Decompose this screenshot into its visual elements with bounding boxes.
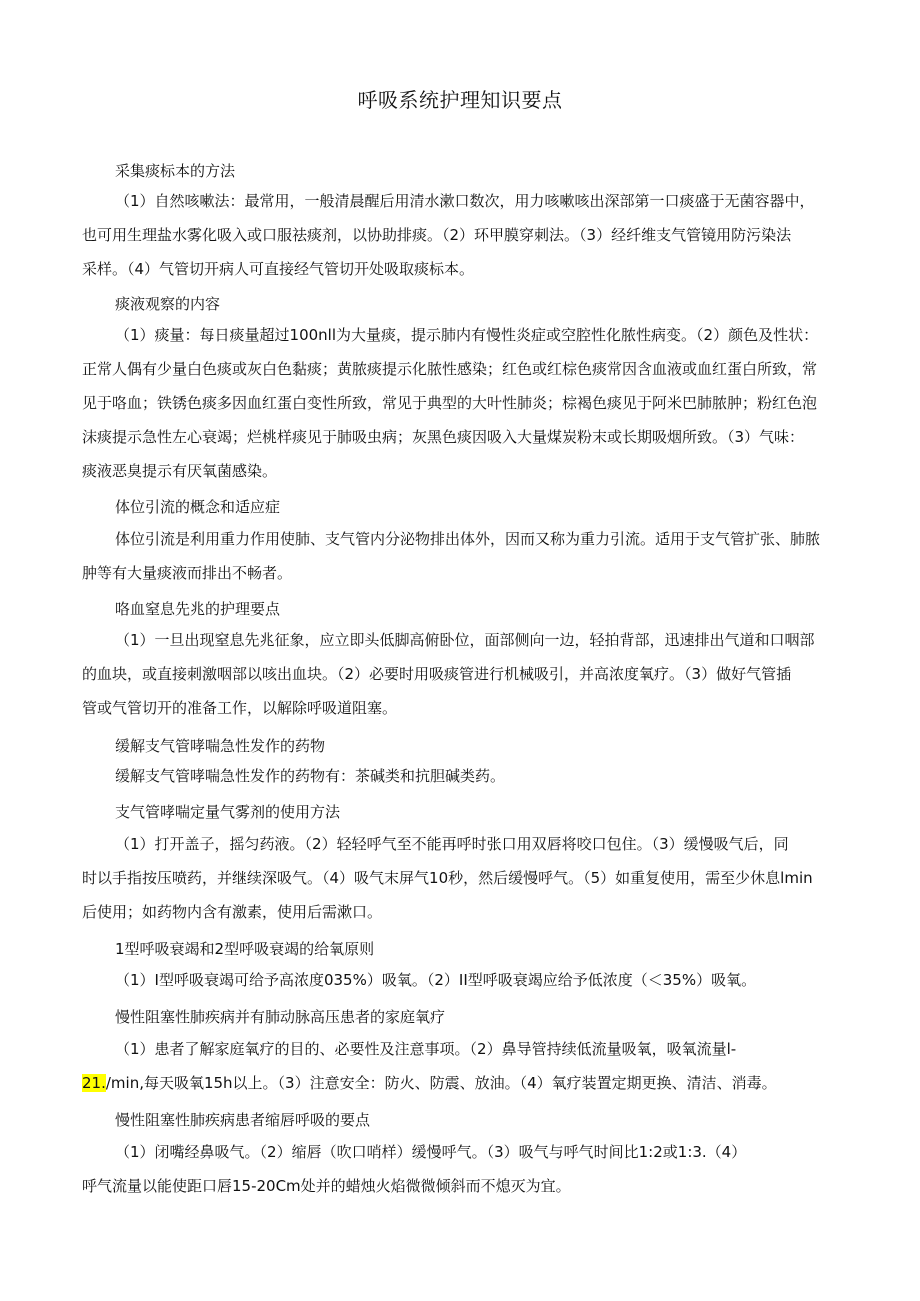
paragraph-line: （1）打开盖子，摇匀药液。（2）轻轻呼气至不能再呼时张口用双唇将咬口包住。（3）缓慢吸气后，同 [115, 835, 789, 853]
paragraph-line: 肿等有大量痰液而排出不畅者。 [82, 564, 293, 582]
section-heading: 慢性阻塞性肺疾病并有肺动脉高压患者的家庭氧疗 [115, 1008, 446, 1026]
section-heading: 体位引流的概念和适应症 [115, 498, 281, 516]
highlighted-text: 21. [82, 1074, 106, 1092]
section-heading: 采集痰标本的方法 [115, 162, 236, 180]
section-paragraph [82, 623, 840, 725]
paragraph-line: （1）痰量：每日痰量超过100nll为大量痰，提示肺内有慢性炎症或空腔性化脓性病变。（2）颜色及性状： [115, 326, 819, 344]
paragraph-line: 沫痰提示急性左心衰竭；烂桃样痰见于肺吸虫病；灰黑色痰因吸入大量煤炭粉末或长期吸烟所致。（3）气味： [82, 428, 805, 446]
paragraph-line: 正常人偶有少量白色痰或灰白色黏痰；黄脓痰提示化脓性感染；红色或红棕色痰常因含血液或血红蛋白所致，常 [82, 360, 818, 378]
section-heading: 1型呼吸衰竭和2型呼吸衰竭的给氧原则 [115, 940, 375, 958]
section-heading: 慢性阻塞性肺疾病患者缩唇呼吸的要点 [115, 1111, 371, 1129]
paragraph-line: （1）一旦出现窒息先兆征象，应立即头低脚高俯卧位，面部侧向一边，轻拍背部，迅速排出气道和口咽部 [115, 631, 815, 649]
section-heading: 咯血窒息先兆的护理要点 [115, 600, 281, 618]
paragraph-line: 呼气流量以能使距口唇15-20Cm处并的蜡烛火焰微微倾斜而不熄灭为宜。 [82, 1177, 571, 1195]
paragraph-line: 管或气管切开的准备工作，以解除呼吸道阻塞。 [82, 699, 398, 717]
paragraph-line: （1）I型呼吸衰竭可给予高浓度035%）吸氧。（2）II型呼吸衰竭应给予低浓度（＜35%）吸氧。 [115, 971, 757, 989]
paragraph-line: 时以手指按压喷药，并继续深吸气。（4）吸气末屏气10秒，然后缓慢呼气。（5）如重复使用，需至少休息lmin [82, 869, 813, 887]
section-paragraph [82, 827, 840, 929]
paragraph-line: 后使用；如药物内含有激素，使用后需漱口。 [82, 903, 383, 921]
document-title: 呼吸系统护理知识要点 [357, 88, 563, 112]
paragraph-line: （1）患者了解家庭氧疗的目的、必要性及注意事项。（2）鼻导管持续低流量吸氧，吸氧流量l- [115, 1040, 737, 1058]
section-paragraph [82, 522, 840, 590]
section-heading: 痰液观察的内容 [115, 295, 221, 313]
section-paragraph [82, 184, 840, 286]
paragraph-line: 见于咯血；铁锈色痰多因血红蛋白变性所致，常见于典型的大叶性肺炎；棕褐色痰见于阿米巴肺脓肿；粉红色泡 [82, 394, 818, 412]
section-heading: 缓解支气管哮喘急性发作的药物 [115, 737, 326, 755]
paragraph-line: 体位引流是利用重力作用使肺、支气管内分泌物排出体外，因而又称为重力引流。适用于支气管扩张、肺脓 [115, 530, 821, 548]
paragraph-line-text: /min,每天吸氧15h以上。（3）注意安全：防火、防震、放油。（4）氧疗装置定期更换、清洁、消毒。 [105, 1074, 777, 1092]
paragraph-line: （1）闭嘴经鼻吸气。（2）缩唇（吹口哨样）缓慢呼气。（3）吸气与呼气时间比1:2或1:3.（4） [115, 1143, 747, 1161]
paragraph-line: （1）自然咳嗽法：最常用，一般清晨醒后用清水漱口数次，用力咳嗽咳出深部第一口痰盛于无菌容器中， [115, 192, 815, 210]
section-heading: 支气管哮喘定量气雾剂的使用方法 [115, 803, 341, 821]
paragraph-line: 的血块，或直接刺激咽部以咳出血块。（2）必要时用吸痰管进行机械吸引，并高浓度氧疗。（3）做好气管插 [82, 665, 792, 683]
paragraph-line: 采样。（4）气管切开病人可直接经气管切开处吸取痰标本。 [82, 260, 475, 278]
section-paragraph [82, 963, 840, 997]
paragraph-line [82, 1066, 840, 1100]
paragraph-line: 痰液恶臭提示有厌氧菌感染。 [82, 462, 278, 480]
section-paragraph [82, 759, 840, 793]
paragraph-line: 缓解支气管哮喘急性发作的药物有：茶碱类和抗胆碱类药。 [115, 767, 506, 785]
section-paragraph [82, 318, 840, 488]
paragraph-line: 也可用生理盐水雾化吸入或口服祛痰剂，以协助排痰。（2）环甲膜穿刺法。（3）经纤维支气管镜用防污染法 [82, 226, 792, 244]
section-paragraph [82, 1032, 840, 1100]
section-paragraph [82, 1135, 840, 1203]
